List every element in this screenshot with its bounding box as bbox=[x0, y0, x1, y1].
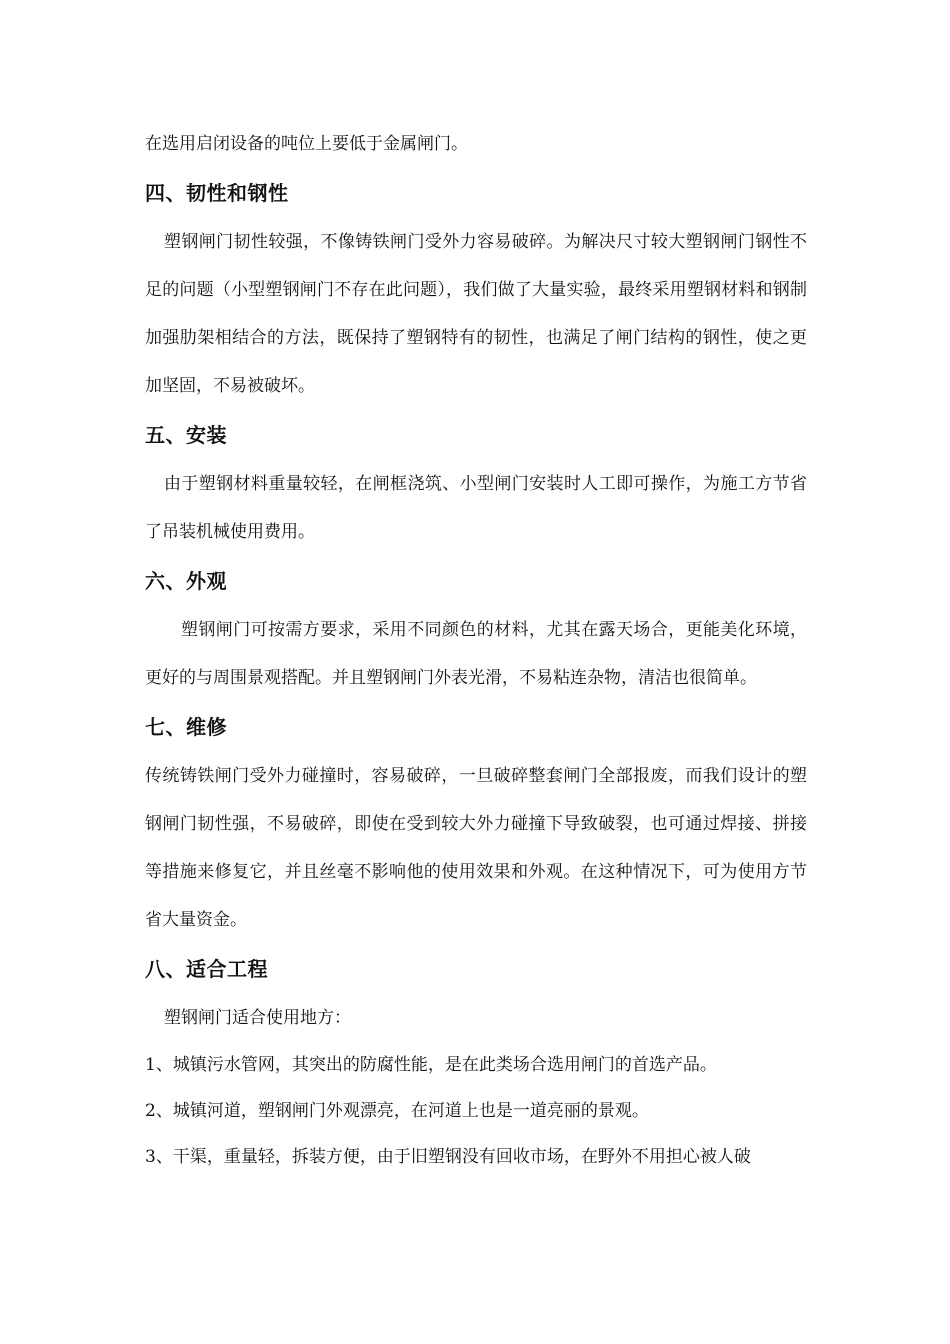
section-7-paragraph: 传统铸铁闸门受外力碰撞时，容易破碎，一旦破碎整套闸门全部报废，而我们设计的塑钢闸门韧性强，不易破碎，即使在受到较大外力碰撞下导致破裂，也可通过焊接、拼接等措施来修复它，并且丝毫不影响他的使用效果和外观。在这种情况下，可为使用方节省大量资金。 bbox=[145, 766, 807, 930]
list-item: 1、城镇污水管网，其突出的防腐性能，是在此类场合选用闸门的首选产品。 bbox=[145, 1055, 717, 1075]
document-body bbox=[145, 120, 807, 1180]
section-7-heading: 七、维修 bbox=[145, 715, 227, 739]
section-8-intro: 塑钢闸门适合使用地方： bbox=[164, 1008, 351, 1028]
section-6-paragraph: 塑钢闸门可按需方要求，采用不同颜色的材料，尤其在露天场合，更能美化环境，更好的与周围景观搭配。并且塑钢闸门外表光滑，不易粘连杂物，清洁也很简单。 bbox=[145, 620, 807, 688]
list-item: 3、干渠，重量轻，拆装方便，由于旧塑钢没有回收市场，在野外不用担心被人破 bbox=[145, 1147, 751, 1167]
list-item: 2、城镇河道，塑钢闸门外观漂亮，在河道上也是一道亮丽的景观。 bbox=[145, 1101, 649, 1121]
section-4-heading: 四、韧性和钢性 bbox=[145, 181, 289, 205]
intro-tail-line: 在选用启闭设备的吨位上要低于金属闸门。 bbox=[145, 134, 468, 154]
section-4-paragraph: 塑钢闸门韧性较强，不像铸铁闸门受外力容易破碎。为解决尺寸较大塑钢闸门钢性不足的问题（小型塑钢闸门不存在此问题），我们做了大量实验，最终采用塑钢材料和钢制加强肋架相结合的方法，既保持了塑钢特有的韧性，也满足了闸门结构的钢性，使之更加坚固，不易被破坏。 bbox=[145, 232, 807, 396]
section-6-heading: 六、外观 bbox=[145, 569, 227, 593]
section-5-heading: 五、安装 bbox=[145, 423, 227, 447]
section-8-heading: 八、适合工程 bbox=[145, 957, 268, 981]
section-5-paragraph: 由于塑钢材料重量较轻，在闸框浇筑、小型闸门安装时人工即可操作，为施工方节省了吊装机械使用费用。 bbox=[145, 474, 807, 542]
